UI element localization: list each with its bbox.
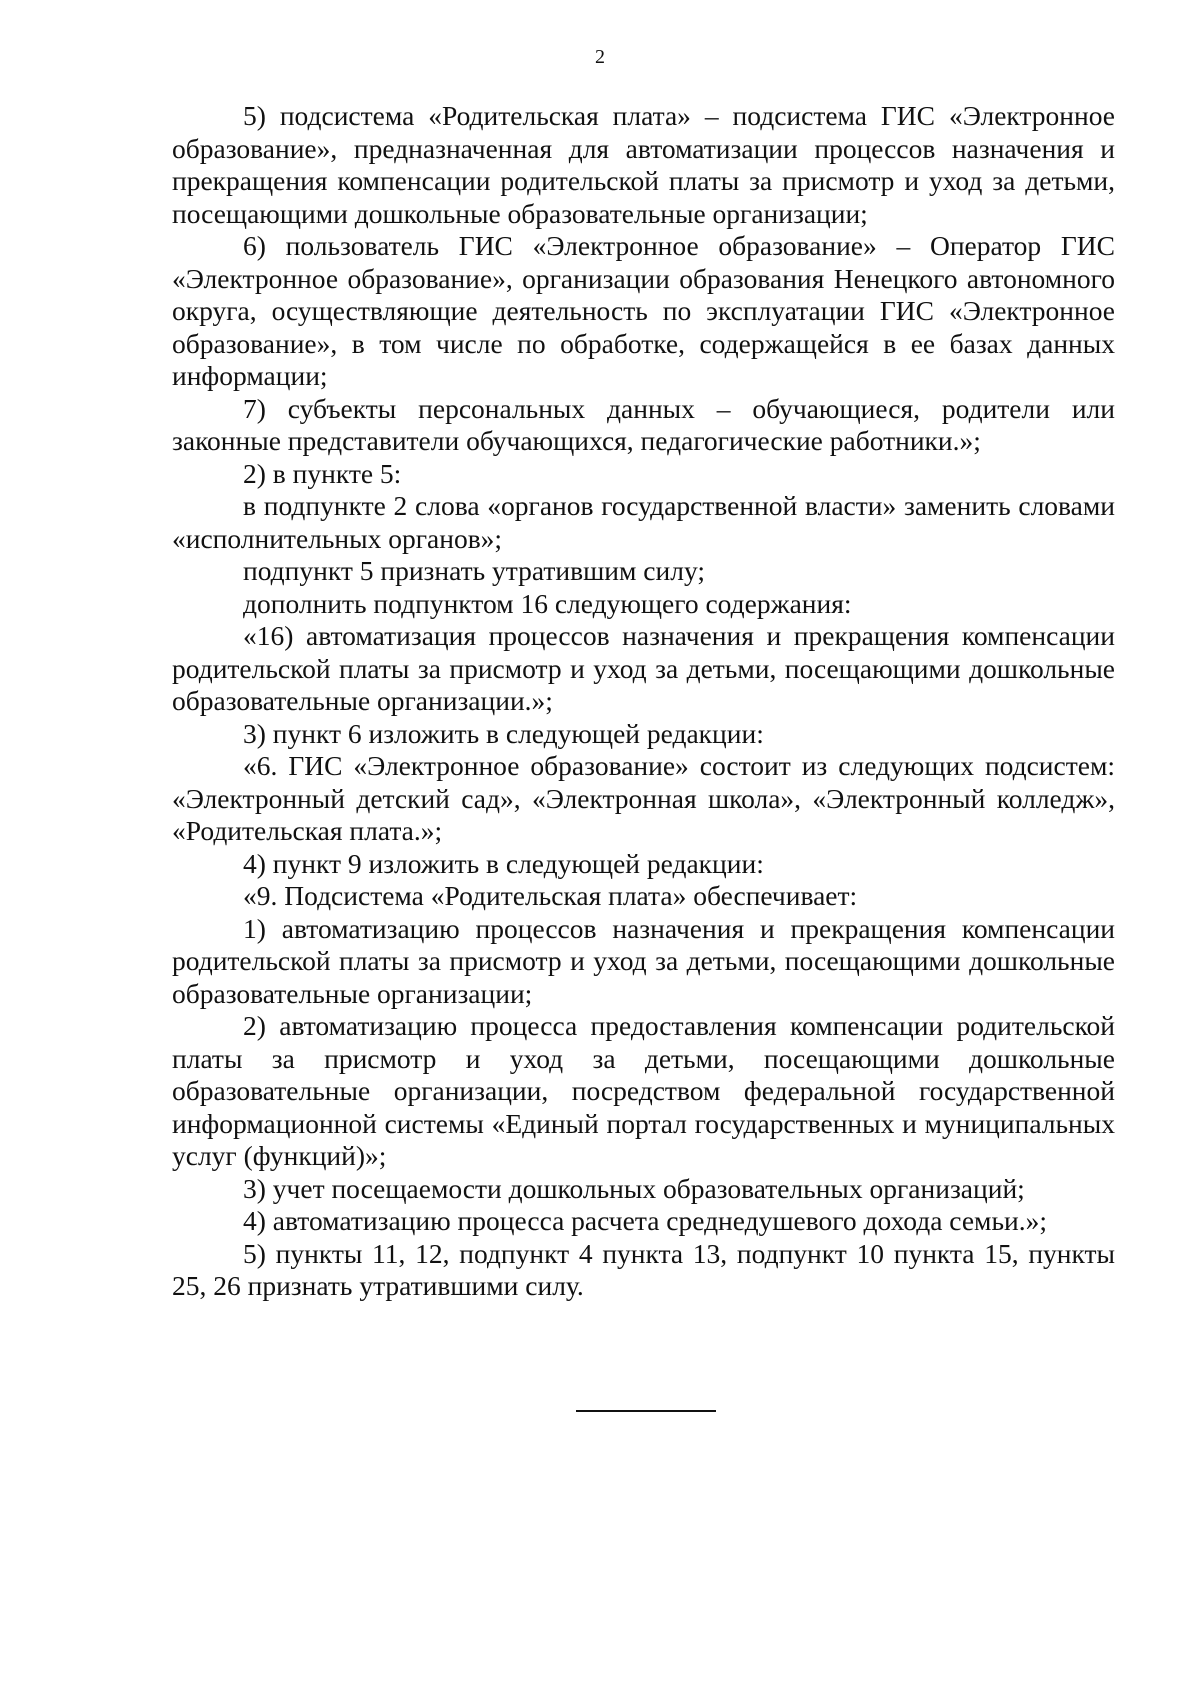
paragraph: 6) пользователь ГИС «Электронное образование» – Оператор ГИС «Электронное образование», организации образования Ненецкого автономного округа, осуществляющие деятельность по эксплуатации ГИС «Электронное образование», в том числе по обработке, содержащейся в ее базах данных информации;: [172, 230, 1115, 391]
closing-divider: [576, 1410, 716, 1412]
paragraph: «9. Подсистема «Родительская плата» обеспечивает:: [243, 880, 858, 911]
paragraph: 3) учет посещаемости дошкольных образовательных организаций;: [243, 1172, 1025, 1204]
paragraph: дополнить подпунктом 16 следующего содержания:: [243, 587, 852, 619]
paragraph: 3) пункт 6 изложить в следующей редакции:: [243, 717, 764, 749]
paragraph: 4) автоматизацию процесса расчета среднедушевого дохода семьи.»;: [243, 1205, 1047, 1236]
document-body: [172, 100, 1115, 1303]
paragraph: 5) пункты 11, 12, подпункт 4 пункта 13, подпункт 10 пункта 15, пункты 25, 26 признать утратившими силу.: [172, 1237, 1115, 1301]
page-number: 2: [595, 46, 605, 68]
paragraph: «6. ГИС «Электронное образование» состоит из следующих подсистем: «Электронный детский сад», «Электронная школа», «Электронный колледж», «Родительская плата.»;: [172, 750, 1115, 846]
paragraph: 1) автоматизацию процессов назначения и прекращения компенсации родительской платы за присмотр и уход за детьми, посещающими дошкольные образовательные организации;: [172, 912, 1115, 1009]
paragraph: 5) подсистема «Родительская плата» – подсистема ГИС «Электронное образование», предназначенная для автоматизации процессов назначения и прекращения компенсации родительской платы за присмотр и уход за детьми, посещающими дошкольные образовательные организации;: [172, 100, 1115, 229]
paragraph: «16) автоматизация процессов назначения и прекращения компенсации родительской платы за присмотр и уход за детьми, посещающими дошкольные образовательные организации.»;: [172, 620, 1115, 716]
paragraph: 2) в пункте 5:: [243, 457, 402, 489]
paragraph: 4) пункт 9 изложить в следующей редакции:: [243, 847, 764, 879]
paragraph: в подпункте 2 слова «органов государственной власти» заменить словами «исполнительных органов»;: [172, 490, 1115, 554]
paragraph: 7) субъекты персональных данных – обучающиеся, родители или законные представители обучающихся, педагогические работники.»;: [172, 392, 1115, 456]
paragraph: подпункт 5 признать утратившим силу;: [243, 555, 705, 586]
paragraph: 2) автоматизацию процесса предоставления компенсации родительской платы за присмотр и уход за детьми, посещающими дошкольные образовательные организации, посредством федеральной государственной информационной системы «Единый портал государственных и муниципальных услуг (функций)»;: [172, 1010, 1115, 1171]
